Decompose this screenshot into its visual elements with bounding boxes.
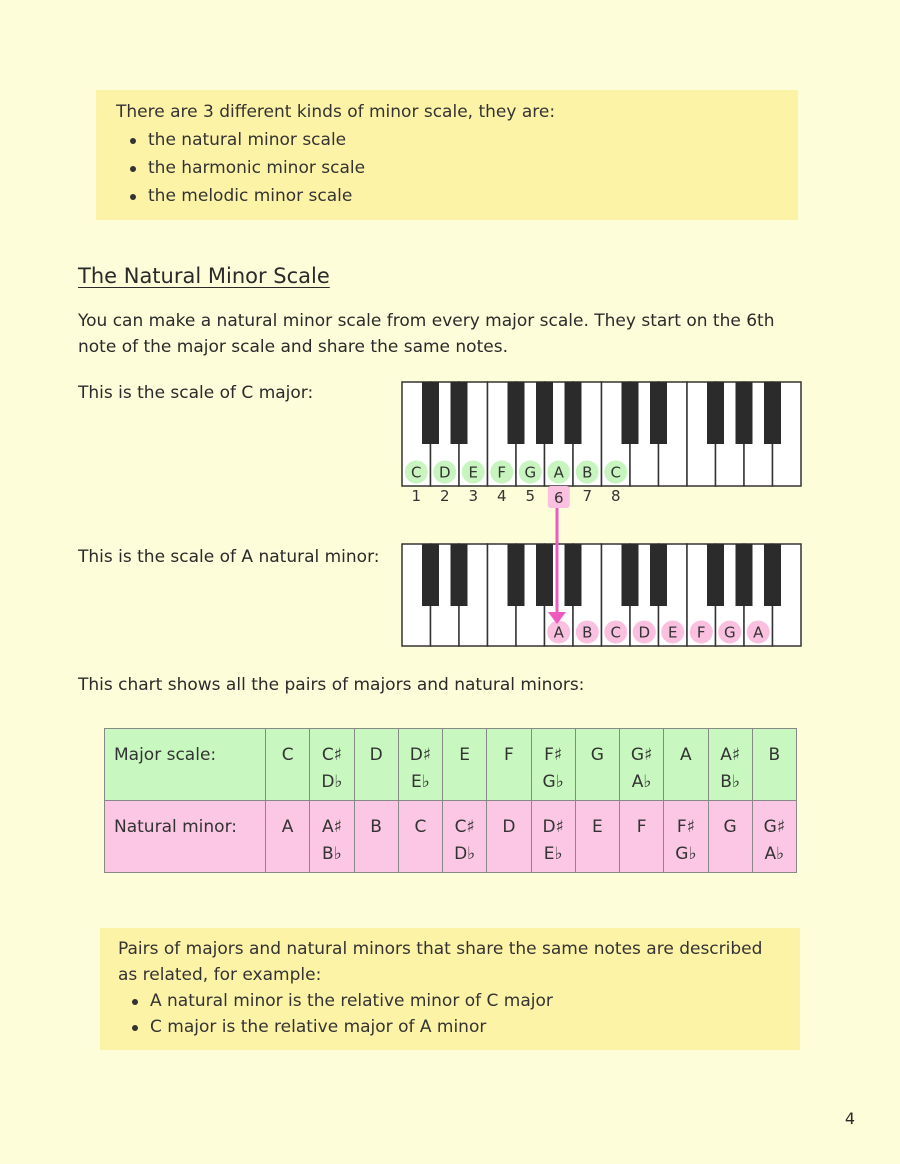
a-minor-note-label: B (582, 623, 593, 642)
black-key (508, 544, 525, 606)
note-name: A♯ (720, 745, 741, 765)
degree-number: 3 (468, 487, 479, 505)
page-number: 4 (844, 1109, 855, 1128)
note-name: B (370, 817, 382, 837)
note-name: E♭ (410, 772, 430, 792)
note-name: B♭ (720, 772, 740, 792)
major-cell (443, 729, 487, 801)
note-name: C (414, 817, 427, 837)
a-minor-note-label: C (610, 623, 621, 642)
note-name: G (723, 817, 737, 837)
sixth-degree-arrow (540, 500, 576, 630)
note-name: F (503, 745, 514, 765)
black-key (622, 544, 639, 606)
major-cell (575, 729, 619, 801)
arrow-head (548, 612, 566, 624)
relative-text: Pairs of majors and natural minors that share the same notes are described as related, for example: (118, 939, 763, 985)
note-name: B♭ (322, 844, 342, 864)
minor-cell (664, 801, 708, 873)
note-name: A (680, 745, 692, 765)
black-key (422, 382, 439, 444)
black-key (422, 544, 439, 606)
note-name: C (281, 745, 294, 765)
note-name: D (369, 745, 383, 765)
major-cell (398, 729, 442, 801)
a-minor-keyboard (400, 542, 804, 650)
c-major-note-label: E (468, 463, 478, 482)
a-minor-note-label: A (753, 623, 764, 642)
section-paragraph: You can make a natural minor scale from every major scale. They start on the 6th note of the major scale and share the same notes. (78, 311, 775, 357)
note-name: D♯ (409, 745, 432, 765)
list-item: the harmonic minor scale (148, 154, 778, 182)
c-major-note-label: B (582, 463, 593, 482)
note-name: G♯ (763, 817, 786, 837)
black-key (707, 382, 724, 444)
note-name: B (768, 745, 781, 765)
degree-number: 7 (582, 487, 593, 505)
note-name: G♭ (542, 772, 564, 792)
degree-number: 6 (553, 489, 564, 507)
a-minor-note-label: A (553, 623, 564, 642)
list-item: the melodic minor scale (148, 182, 778, 210)
black-key (508, 382, 525, 444)
a-minor-note-label: D (638, 623, 651, 642)
black-key (451, 382, 468, 444)
a-minor-note-label: G (723, 623, 736, 642)
major-cell (664, 729, 708, 801)
major-cell (354, 729, 398, 801)
minor-cell (575, 801, 619, 873)
major-cell (487, 729, 531, 801)
note-name: G♯ (630, 745, 653, 765)
black-key (736, 544, 753, 606)
minor-cell (708, 801, 752, 873)
relative-callout (100, 928, 800, 1050)
note-name: F♯ (676, 817, 695, 837)
note-name: G (590, 745, 604, 765)
c-major-note-label: C (411, 463, 422, 482)
note-name: A (281, 817, 294, 837)
major-cell (620, 729, 664, 801)
pairs-table (104, 728, 797, 873)
major-cell (531, 729, 575, 801)
note-name: F (636, 817, 647, 837)
chart-label: This chart shows all the pairs of majors and natural minors: (78, 675, 585, 695)
intro-callout (96, 90, 798, 220)
a-minor-label: This is the scale of A natural minor: (78, 547, 380, 567)
major-cell (708, 729, 752, 801)
note-name: D♭ (321, 772, 343, 792)
black-key (764, 382, 781, 444)
list-item: the natural minor scale (148, 126, 778, 154)
c-major-note-label: A (553, 463, 564, 482)
c-major-note-label: G (524, 463, 537, 482)
minor-cell (487, 801, 531, 873)
note-name: C♯ (454, 817, 475, 837)
note-name: C♯ (321, 745, 342, 765)
note-name: D♭ (454, 844, 476, 864)
intro-text: There are 3 different kinds of minor scale, they are: (116, 102, 556, 122)
list-item: C major is the relative major of A minor (150, 1014, 782, 1040)
minor-cell (752, 801, 796, 873)
note-name: F♯ (544, 745, 563, 765)
note-name: A♭ (764, 844, 785, 864)
major-cell (752, 729, 796, 801)
note-name: A♭ (631, 772, 652, 792)
minor-row (105, 801, 797, 873)
black-key (622, 382, 639, 444)
note-name: E♭ (543, 844, 563, 864)
major-cell (310, 729, 354, 801)
black-key (650, 544, 667, 606)
black-key (451, 544, 468, 606)
note-name: G♭ (675, 844, 697, 864)
section-title: The Natural Minor Scale (78, 264, 330, 288)
c-major-note-label: D (438, 463, 451, 482)
degree-number: 4 (496, 487, 507, 505)
minor-cell (354, 801, 398, 873)
black-key (565, 382, 582, 444)
black-key (764, 544, 781, 606)
major-header: Major scale: (105, 729, 266, 801)
black-key (650, 382, 667, 444)
minor-cell (443, 801, 487, 873)
minor-cell (531, 801, 575, 873)
note-name: D♯ (542, 817, 564, 837)
degree-number: 5 (525, 487, 536, 505)
c-major-label: This is the scale of C major: (78, 383, 314, 403)
minor-cell (266, 801, 310, 873)
major-row (105, 729, 797, 801)
relative-list (118, 988, 782, 1040)
c-major-note-label: F (497, 463, 507, 482)
degree-number: 8 (610, 487, 621, 505)
degree-number: 2 (439, 487, 450, 505)
c-major-keyboard (400, 380, 804, 510)
degree-number: 1 (411, 487, 422, 505)
a-minor-note-label: F (696, 623, 706, 642)
c-major-note-label: C (610, 463, 621, 482)
major-cell (266, 729, 310, 801)
black-key (736, 382, 753, 444)
minor-cell (310, 801, 354, 873)
note-name: E (592, 817, 603, 837)
a-minor-note-label: E (668, 623, 678, 642)
note-name: D (502, 817, 516, 837)
minor-kinds-list (116, 126, 778, 210)
minor-cell (620, 801, 664, 873)
note-name: E (459, 745, 470, 765)
list-item: A natural minor is the relative minor of C major (150, 988, 782, 1014)
minor-cell (398, 801, 442, 873)
minor-header: Natural minor: (105, 801, 266, 873)
note-name: A♯ (321, 817, 342, 837)
black-key (536, 382, 553, 444)
black-key (707, 544, 724, 606)
